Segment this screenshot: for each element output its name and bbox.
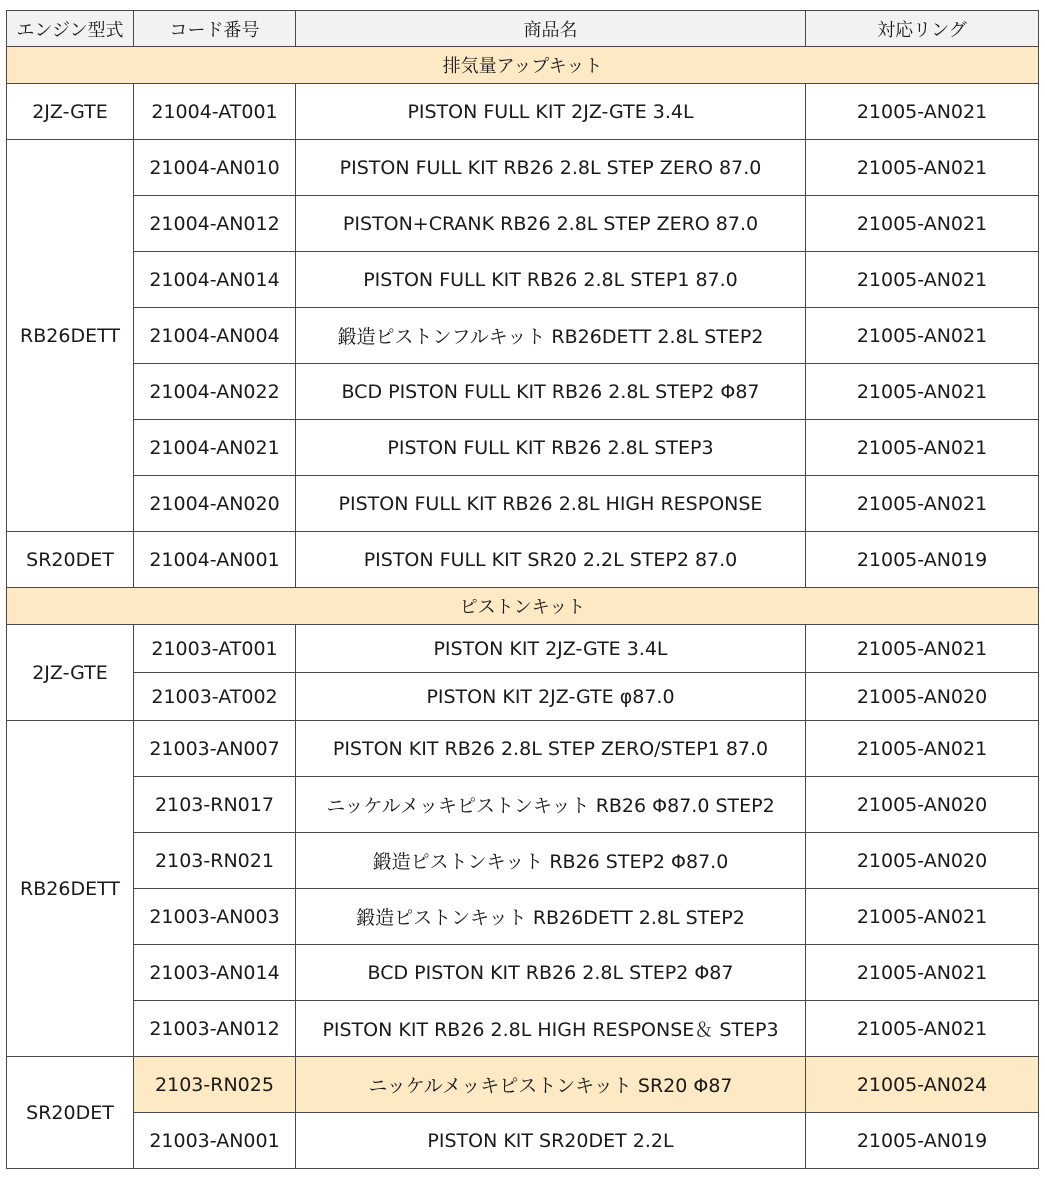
product-name-cell: PISTON KIT 2JZ-GTE 3.4L	[296, 625, 806, 673]
product-name-cell: PISTON KIT SR20DET 2.2L	[296, 1113, 806, 1169]
product-name-cell: 鍛造ピストンフルキット RB26DETT 2.8L STEP2	[296, 308, 806, 364]
engine-cell: RB26DETT	[7, 721, 134, 1057]
product-name-cell: PISTON FULL KIT RB26 2.8L STEP1 87.0	[296, 252, 806, 308]
code-cell: 21004-AN014	[134, 252, 296, 308]
ring-cell: 21005-AN020	[806, 673, 1039, 721]
code-cell: 21004-AN020	[134, 476, 296, 532]
ring-cell: 21005-AN021	[806, 625, 1039, 673]
code-cell: 21004-AT001	[134, 84, 296, 140]
section-title: 排気量アップキット	[7, 47, 1039, 84]
code-cell: 21004-AN021	[134, 420, 296, 476]
code-cell: 21003-AN012	[134, 1001, 296, 1057]
code-cell: 21003-AN014	[134, 945, 296, 1001]
table-row-highlighted	[7, 1057, 1039, 1113]
ring-cell: 21005-AN021	[806, 196, 1039, 252]
table-row	[7, 140, 1039, 196]
product-name-cell: BCD PISTON FULL KIT RB26 2.8L STEP2 Φ87	[296, 364, 806, 420]
product-name-cell: PISTON FULL KIT RB26 2.8L STEP3	[296, 420, 806, 476]
table-header	[7, 11, 1039, 47]
ring-cell: 21005-AN019	[806, 532, 1039, 588]
table-row	[7, 889, 1039, 945]
product-name-cell: PISTON FULL KIT 2JZ-GTE 3.4L	[296, 84, 806, 140]
parts-table	[6, 10, 1039, 1169]
ring-cell: 21005-AN021	[806, 945, 1039, 1001]
product-name-cell: PISTON FULL KIT SR20 2.2L STEP2 87.0	[296, 532, 806, 588]
header-code: コード番号	[134, 11, 296, 47]
engine-cell: 2JZ-GTE	[7, 84, 134, 140]
code-cell: 21004-AN012	[134, 196, 296, 252]
header-product-name: 商品名	[296, 11, 806, 47]
ring-cell: 21005-AN024	[806, 1057, 1039, 1113]
product-name-cell: PISTON+CRANK RB26 2.8L STEP ZERO 87.0	[296, 196, 806, 252]
ring-cell: 21005-AN021	[806, 476, 1039, 532]
section-row	[7, 588, 1039, 625]
product-name-cell: 鍛造ピストンキット RB26 STEP2 Φ87.0	[296, 833, 806, 889]
table-row	[7, 364, 1039, 420]
section-row	[7, 47, 1039, 84]
code-cell: 21004-AN004	[134, 308, 296, 364]
product-name-cell: 鍛造ピストンキット RB26DETT 2.8L STEP2	[296, 889, 806, 945]
code-cell: 21003-AT001	[134, 625, 296, 673]
product-name-cell: PISTON FULL KIT RB26 2.8L STEP ZERO 87.0	[296, 140, 806, 196]
code-cell: 21004-AN010	[134, 140, 296, 196]
ring-cell: 21005-AN021	[806, 308, 1039, 364]
ring-cell: 21005-AN020	[806, 777, 1039, 833]
table-row	[7, 833, 1039, 889]
code-cell: 2103-RN021	[134, 833, 296, 889]
table-row	[7, 420, 1039, 476]
table-row	[7, 945, 1039, 1001]
table-row	[7, 84, 1039, 140]
table-row	[7, 1001, 1039, 1057]
code-cell: 21003-AN007	[134, 721, 296, 777]
table-row	[7, 308, 1039, 364]
product-name-cell: PISTON FULL KIT RB26 2.8L HIGH RESPONSE	[296, 476, 806, 532]
product-name-cell: PISTON KIT RB26 2.8L HIGH RESPONSE＆ STEP3	[296, 1001, 806, 1057]
ring-cell: 21005-AN021	[806, 140, 1039, 196]
ring-cell: 21005-AN021	[806, 84, 1039, 140]
header-ring: 対応リング	[806, 11, 1039, 47]
product-name-cell: PISTON KIT 2JZ-GTE φ87.0	[296, 673, 806, 721]
section-title: ピストンキット	[7, 588, 1039, 625]
code-cell: 21003-AN001	[134, 1113, 296, 1169]
ring-cell: 21005-AN021	[806, 252, 1039, 308]
table-row	[7, 476, 1039, 532]
ring-cell: 21005-AN019	[806, 1113, 1039, 1169]
table-row	[7, 721, 1039, 777]
engine-cell: 2JZ-GTE	[7, 625, 134, 721]
ring-cell: 21005-AN021	[806, 889, 1039, 945]
ring-cell: 21005-AN021	[806, 721, 1039, 777]
code-cell: 2103-RN025	[134, 1057, 296, 1113]
ring-cell: 21005-AN021	[806, 1001, 1039, 1057]
table-row	[7, 1113, 1039, 1169]
engine-cell: SR20DET	[7, 532, 134, 588]
table-row	[7, 625, 1039, 673]
table-row	[7, 532, 1039, 588]
table-row	[7, 252, 1039, 308]
table-body	[7, 47, 1039, 1169]
code-cell: 2103-RN017	[134, 777, 296, 833]
table-row	[7, 777, 1039, 833]
code-cell: 21004-AN001	[134, 532, 296, 588]
ring-cell: 21005-AN021	[806, 364, 1039, 420]
ring-cell: 21005-AN021	[806, 420, 1039, 476]
table-row	[7, 673, 1039, 721]
product-name-cell: BCD PISTON KIT RB26 2.8L STEP2 Φ87	[296, 945, 806, 1001]
table-row	[7, 196, 1039, 252]
code-cell: 21004-AN022	[134, 364, 296, 420]
ring-cell: 21005-AN020	[806, 833, 1039, 889]
header-engine: エンジン型式	[7, 11, 134, 47]
product-name-cell: ニッケルメッキピストンキット RB26 Φ87.0 STEP2	[296, 777, 806, 833]
engine-cell: RB26DETT	[7, 140, 134, 532]
engine-cell: SR20DET	[7, 1057, 134, 1169]
product-name-cell: ニッケルメッキピストンキット SR20 Φ87	[296, 1057, 806, 1113]
code-cell: 21003-AT002	[134, 673, 296, 721]
product-name-cell: PISTON KIT RB26 2.8L STEP ZERO/STEP1 87.0	[296, 721, 806, 777]
code-cell: 21003-AN003	[134, 889, 296, 945]
